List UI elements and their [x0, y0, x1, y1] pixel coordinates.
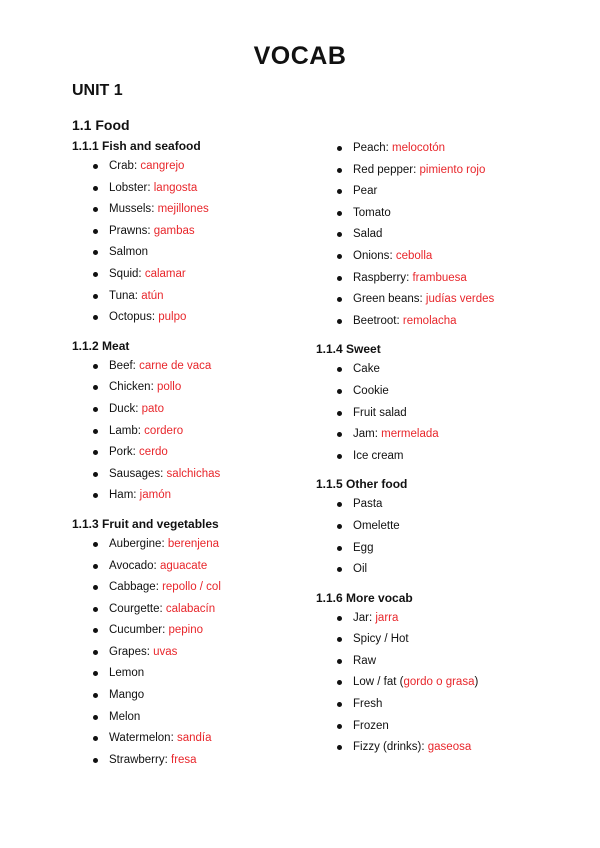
english-term: Prawns	[109, 224, 148, 237]
vocab-item-squid: Squid: calamar	[72, 264, 322, 286]
vocab-group-1-1-2-meat	[72, 338, 322, 507]
spanish-translation: remolacha	[402, 314, 457, 327]
vocab-item-aubergine: Aubergine: berenjena	[72, 534, 322, 556]
english-term: Ham	[109, 489, 134, 502]
spanish-translation: cerdo	[139, 446, 168, 459]
spanish-translation: salchichas	[166, 467, 221, 480]
vocab-item-octopus: Octopus: pulpo	[72, 307, 322, 329]
vocab-item-spicy-hot	[316, 629, 566, 651]
vocab-item-lemon	[72, 663, 322, 685]
vocab-item-tomato	[316, 203, 566, 225]
vocab-item-sausages: Sausages: salchichas	[72, 464, 322, 486]
vocab-group-continued	[316, 138, 566, 332]
vocab-item-egg	[316, 538, 566, 560]
english-term: Pork	[109, 446, 133, 459]
vocab-item-low-fat: Low / fat (gordo o grasa)	[316, 672, 566, 694]
vocab-item-cake	[316, 359, 566, 381]
english-term: Lamb	[109, 424, 138, 437]
vocab-item-red-pepper: Red pepper: pimiento rojo	[316, 160, 566, 182]
vocab-item-fizzy-drinks: Fizzy (drinks): gaseosa	[316, 737, 566, 759]
spanish-translation: pato	[141, 402, 164, 415]
english-term: Omelette	[353, 519, 400, 532]
section-heading: 1.1 Food	[72, 117, 130, 133]
vocab-item-salmon	[72, 242, 322, 264]
english-term: Low / fat	[353, 676, 397, 689]
unit-heading: UNIT 1	[72, 82, 123, 99]
vocab-item-beef: Beef: carne de vaca	[72, 356, 322, 378]
spanish-translation: cordero	[144, 424, 184, 437]
vocab-item-strawberry: Strawberry: fresa	[72, 750, 322, 772]
vocab-item-ice-cream	[316, 446, 566, 468]
english-term: Duck	[109, 402, 136, 415]
vocab-item-lamb: Lamb: cordero	[72, 421, 322, 443]
vocab-item-oil	[316, 559, 566, 581]
english-term: Jam	[353, 428, 375, 441]
vocab-item-jam: Jam: mermelada	[316, 424, 566, 446]
spanish-translation: langosta	[153, 181, 198, 194]
vocab-item-green-beans: Green beans: judías verdes	[316, 289, 566, 311]
english-term: Green beans	[353, 293, 420, 306]
english-term: Beetroot	[353, 314, 397, 327]
spanish-translation: jamón	[139, 489, 171, 502]
vocab-item-courgette: Courgette: calabacín	[72, 599, 322, 621]
english-term: Oil	[353, 563, 368, 576]
vocab-item-chicken: Chicken: pollo	[72, 377, 322, 399]
vocab-item-fruit-salad	[316, 403, 566, 425]
english-term: Tomato	[353, 206, 391, 219]
spanish-translation: gambas	[153, 224, 195, 237]
english-term: Egg	[353, 541, 374, 554]
vocab-list	[316, 608, 566, 759]
english-term: Salad	[353, 228, 383, 241]
vocab-list	[72, 156, 322, 329]
spanish-translation: frambuesa	[412, 271, 467, 284]
vocab-item-omelette	[316, 516, 566, 538]
english-term: Red pepper	[353, 163, 414, 176]
vocab-item-cabbage: Cabbage: repollo / col	[72, 577, 322, 599]
vocab-item-fresh	[316, 694, 566, 716]
subsection-heading: 1.1.5 Other food	[316, 477, 408, 492]
english-term: Pear	[353, 185, 378, 198]
spanish-translation: cangrejo	[140, 160, 185, 172]
vocab-item-avocado: Avocado: aguacate	[72, 556, 322, 578]
subsection-heading: 1.1.3 Fruit and vegetables	[72, 516, 219, 531]
english-term: Beef	[109, 359, 133, 372]
vocab-group-1-1-1-fish-and-seafood	[72, 138, 322, 329]
english-term: Melon	[109, 710, 141, 723]
spanish-translation: jarra	[375, 611, 399, 624]
english-term: Raw	[353, 654, 377, 667]
vocab-item-jar: Jar: jarra	[316, 608, 566, 630]
vocab-list	[316, 138, 566, 332]
vocab-item-tuna: Tuna: atún	[72, 286, 322, 308]
spanish-translation: aguacate	[159, 559, 208, 572]
english-term: Watermelon	[109, 732, 171, 745]
english-term: Aubergine	[109, 537, 162, 550]
vocab-group-1-1-5-other-food	[316, 476, 566, 580]
english-term: Avocado	[109, 559, 154, 572]
spanish-translation: fresa	[171, 753, 197, 766]
english-term: Cake	[353, 363, 380, 376]
vocab-item-raspberry: Raspberry: frambuesa	[316, 268, 566, 290]
english-term: Jar	[353, 611, 369, 624]
vocab-item-mussels: Mussels: mejillones	[72, 199, 322, 221]
english-term: Squid	[109, 267, 139, 280]
english-term: Fresh	[353, 698, 383, 711]
spanish-translation: gaseosa	[427, 741, 472, 754]
spanish-translation: mejillones	[157, 203, 209, 216]
vocab-list	[316, 359, 566, 467]
spanish-translation: calamar	[144, 267, 186, 280]
vocab-item-watermelon: Watermelon: sandía	[72, 728, 322, 750]
subsection-heading: 1.1.6 More vocab	[316, 590, 413, 605]
spanish-translation: mermelada	[381, 428, 439, 441]
vocab-item-salad	[316, 224, 566, 246]
vocab-item-beetroot: Beetroot: remolacha	[316, 311, 566, 333]
english-term: Cabbage	[109, 581, 156, 594]
english-term: Tuna	[109, 289, 135, 302]
spanish-translation: gordo o grasa	[403, 676, 475, 689]
english-term: Raspberry	[353, 271, 407, 284]
spanish-translation: pulpo	[158, 311, 187, 324]
vocab-item-prawns: Prawns: gambas	[72, 221, 322, 243]
english-term: Strawberry	[109, 753, 165, 766]
subsection-heading: 1.1.2 Meat	[72, 338, 130, 353]
english-term: Peach	[353, 142, 386, 154]
vocab-item-grapes: Grapes: uvas	[72, 642, 322, 664]
english-term: Mango	[109, 689, 145, 702]
vocab-item-cookie	[316, 381, 566, 403]
vocab-item-ham: Ham: jamón	[72, 485, 322, 507]
english-term: Courgette	[109, 602, 160, 615]
english-term: Chicken	[109, 381, 151, 394]
vocab-item-duck: Duck: pato	[72, 399, 322, 421]
spanish-translation: pollo	[156, 381, 182, 394]
english-term: Mussels	[109, 203, 152, 216]
vocab-item-melon	[72, 707, 322, 729]
vocab-list	[72, 534, 322, 772]
vocab-item-raw	[316, 651, 566, 673]
vocab-item-lobster: Lobster: langosta	[72, 178, 322, 200]
subsection-heading: 1.1.1 Fish and seafood	[72, 139, 201, 153]
english-term: Crab	[109, 160, 134, 172]
vocab-list	[72, 356, 322, 507]
vocab-item-onions: Onions: cebolla	[316, 246, 566, 268]
page-title: VOCAB	[253, 42, 347, 70]
vocab-item-pork: Pork: cerdo	[72, 442, 322, 464]
spanish-translation: judías verdes	[425, 293, 495, 306]
english-term: Lemon	[109, 667, 145, 680]
spanish-translation: calabacín	[165, 602, 216, 615]
english-term: Onions	[353, 249, 390, 262]
english-term: Fizzy (drinks)	[353, 741, 422, 754]
english-term: Pasta	[353, 498, 383, 511]
english-term: Salmon	[109, 246, 148, 259]
spanish-translation: atún	[141, 289, 164, 302]
spanish-translation: repollo / col	[162, 581, 221, 594]
spanish-translation: berenjena	[167, 537, 219, 550]
english-term: Grapes	[109, 645, 147, 658]
left-column	[72, 138, 322, 780]
spanish-translation: melocotón	[392, 142, 446, 154]
vocab-item-crab: Crab: cangrejo	[72, 156, 322, 178]
english-term: Cookie	[353, 384, 389, 397]
vocab-item-frozen	[316, 716, 566, 738]
vocab-item-pear	[316, 181, 566, 203]
spanish-translation: pimiento rojo	[419, 163, 486, 176]
vocab-item-pasta	[316, 494, 566, 516]
vocab-item-peach: Peach: melocotón	[316, 138, 566, 160]
english-term: Fruit salad	[353, 406, 407, 419]
spanish-translation: pepino	[168, 624, 203, 637]
subsection-heading: 1.1.4 Sweet	[316, 342, 381, 357]
vocab-group-1-1-3-fruit-and-vegetables	[72, 516, 322, 772]
spanish-translation: sandía	[176, 732, 212, 745]
vocab-list	[316, 494, 566, 580]
spanish-translation: uvas	[153, 645, 178, 658]
vocab-group-1-1-4-sweet	[316, 341, 566, 467]
spanish-translation: cebolla	[395, 249, 433, 262]
english-term: Lobster	[109, 181, 148, 194]
vocab-group-1-1-6-more-vocab	[316, 590, 566, 759]
vocab-item-mango	[72, 685, 322, 707]
english-term: Octopus	[109, 311, 152, 324]
english-term: Ice cream	[353, 449, 404, 462]
english-term: Spicy / Hot	[353, 633, 409, 646]
english-term: Sausages	[109, 467, 161, 480]
english-term: Cucumber	[109, 624, 163, 637]
spanish-translation: carne de vaca	[139, 359, 212, 372]
english-term: Frozen	[353, 719, 389, 732]
right-column	[316, 138, 566, 768]
vocab-item-cucumber: Cucumber: pepino	[72, 620, 322, 642]
